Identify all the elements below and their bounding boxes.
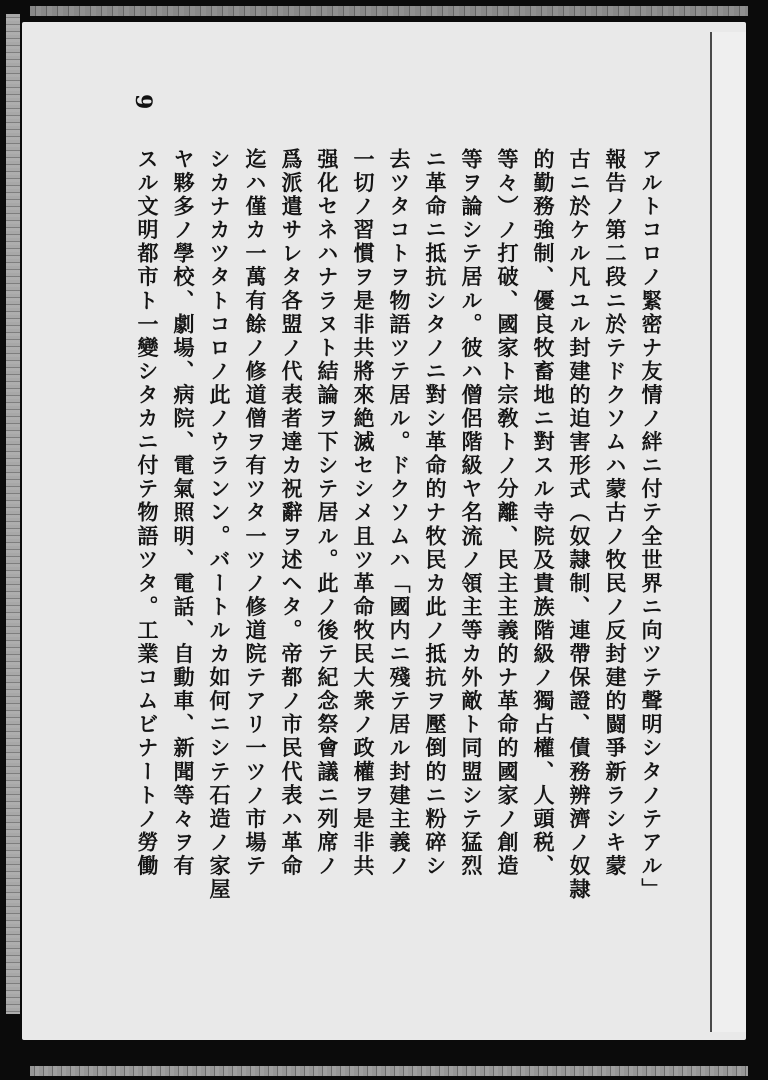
page-bottom-edge: [30, 1066, 748, 1076]
text-column: 迄ハ僅カ一萬有餘ノ修道僧ヲ有ツタ一ツノ修道院テアリ一ツノ市場テ: [243, 148, 268, 879]
text-column: アルトコロノ緊密ナ友情ノ絆ニ付テ全世界ニ向ツテ聲明シタノテアル」: [639, 148, 664, 902]
text-column: 古ニ於ケル凡ユル封建的迫害形式（奴隷制、連帶保證、債務辨濟ノ奴隷: [567, 148, 592, 902]
text-column: ヤ夥多ノ學校、劇場、病院、電氣照明、電話、自動車、新聞等々ヲ有: [171, 148, 196, 879]
vertical-text-body: [132, 148, 666, 968]
page-number: 9: [130, 94, 156, 110]
text-column: スル文明都市ト一變シタカニ付テ物語ツタ。工業コムビナートノ勞働: [135, 148, 160, 879]
text-column: 的勤務強制、優良牧畜地ニ對スル寺院及貴族階級ノ獨占權、人頭税、: [531, 148, 556, 879]
text-column: 等々）ノ打破、國家ト宗敎トノ分離、民主主義的ナ革命的國家ノ創造: [495, 148, 520, 879]
text-column: 强化セネハナラヌト結論ヲ下シテ居ル。此ノ後テ紀念祭會議ニ列席ノ: [315, 148, 340, 879]
text-column: ニ革命ニ抵抗シタノニ對シ革命的ナ牧民カ此ノ抵抗ヲ壓倒的ニ粉碎シ: [423, 148, 448, 879]
paper-sheet: [22, 22, 746, 1040]
text-column: 報告ノ第二段ニ於テドクソムハ蒙古ノ牧民ノ反封建的闘爭新ラシキ蒙: [603, 148, 628, 879]
text-column: 一切ノ習慣ヲ是非共將來絶滅セシメ且ツ革命牧民大衆ノ政權ヲ是非共: [351, 148, 376, 879]
text-column: 爲派遣サレタ各盟ノ代表者達カ祝辭ヲ述ヘタ。帝都ノ市民代表ハ革命: [279, 148, 304, 879]
book-binding: [6, 14, 20, 1014]
text-column: シカナカツタトコロノ此ノウランン。バートルカ如何ニシテ石造ノ家屋: [207, 148, 232, 902]
page-fore-edge: [710, 32, 746, 1032]
text-column: 去ツタコトヲ物語ツテ居ル。ドクソムハ「國内ニ殘テ居ル封建主義ノ: [387, 148, 412, 879]
page-top-edge: [30, 6, 748, 16]
text-column: 等ヲ論シテ居ル。彼ハ僧侶階級ヤ名流ノ領主等カ外敵ト同盟シテ猛烈: [459, 148, 484, 879]
